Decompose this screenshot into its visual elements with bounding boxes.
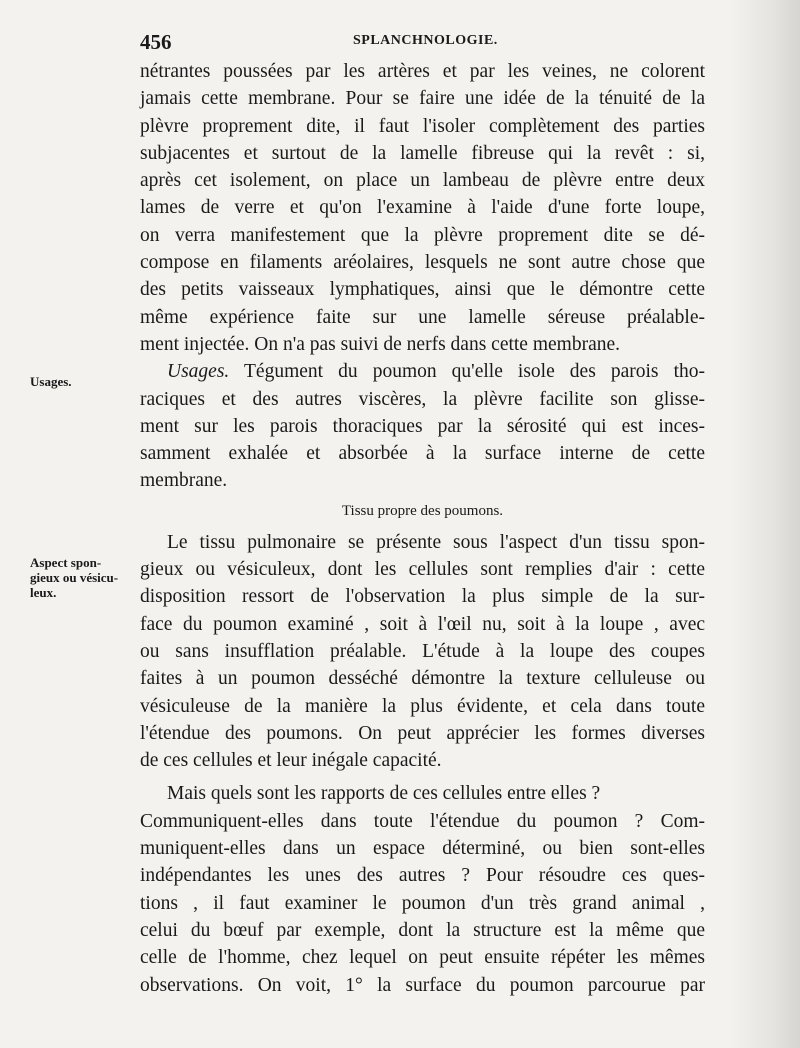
text-line: l'étendue des poumons. On peut apprécier les formes diverses xyxy=(140,722,705,744)
paragraph-rapports-cellules xyxy=(140,780,705,998)
text-line: celui du bœuf par exemple, dont la structure est la même que xyxy=(140,919,705,941)
text-line: on verra manifestement que la plèvre proprement dite se dé- xyxy=(140,224,705,246)
section-title: Tissu propre des poumons. xyxy=(341,502,504,519)
text-line: samment exhalée et absorbée à la surface interne de cette xyxy=(140,443,705,465)
paragraph-plevre-structure xyxy=(140,58,705,358)
body-text xyxy=(140,58,705,999)
margin-note-aspect-line: leux. xyxy=(30,585,57,600)
margin-note-aspect-line: gieux ou vésicu- xyxy=(30,570,119,585)
paragraph-tissu-pulmonaire xyxy=(140,529,705,775)
text-line: faites à un poumon desséché démontre la texture celluleuse ou xyxy=(140,668,705,690)
text-line: membrane. xyxy=(140,470,228,492)
text-line: ment sur les parois thoraciques par la sérosité qui est inces- xyxy=(140,415,705,437)
text-line: raciques et des autres viscères, la plèvre facilite son glisse- xyxy=(140,388,705,410)
text-line: compose en filaments aréolaires, lesquels ne sont autre chose que xyxy=(140,252,705,274)
text-line: Communiquent-elles dans toute l'étendue du poumon ? Com- xyxy=(140,810,705,832)
page-header xyxy=(140,30,700,58)
text-line: indépendantes les unes des autres ? Pour résoudre ces ques- xyxy=(140,865,705,887)
page-number: 456 xyxy=(140,30,172,54)
text-line: de ces cellules et leur inégale capacité. xyxy=(140,750,442,772)
text-line: après cet isolement, on place un lambeau de plèvre entre deux xyxy=(140,170,705,192)
text-line: celle de l'homme, chez lequel on peut ensuite répéter les mêmes xyxy=(140,947,705,969)
text-line: Le tissu pulmonaire se présente sous l'aspect d'un tissu spon- xyxy=(167,531,705,553)
text-line: gieux ou vésiculeux, dont les cellules sont remplies d'air : cette xyxy=(140,559,705,581)
paragraph-usages xyxy=(140,358,705,494)
text-line: jamais cette membrane. Pour se faire une idée de la ténuité de la xyxy=(140,88,705,110)
usages-first-line: Tégument du poumon qu'elle isole des parois tho- xyxy=(229,361,705,383)
text-line: ment injectée. On n'a pas suivi de nerfs dans cette membrane. xyxy=(140,333,621,355)
text-line: muniquent-elles dans un espace déterminé, ou bien sont-elles xyxy=(140,838,705,860)
text-line: nétrantes poussées par les artères et par les veines, ne colorent xyxy=(140,61,705,82)
text-line: tions , il faut examiner le poumon d'un très grand animal , xyxy=(140,892,705,914)
text-line: plèvre proprement dite, il faut l'isoler complètement des parties xyxy=(140,115,705,137)
text-line: ou sans insufflation préalable. L'étude à la loupe des coupes xyxy=(140,640,705,662)
text-line: même expérience faite sur une lamelle séreuse préalable- xyxy=(140,306,705,328)
margin-note-aspect-line: Aspect spon- xyxy=(30,555,102,570)
running-head: SPLANCHNOLOGIE. xyxy=(353,33,498,48)
text-line: Mais quels sont les rapports de ces cellules entre elles ? xyxy=(167,783,601,805)
text-line: vésiculeuse de la manière la plus évidente, et cela dans toute xyxy=(140,695,705,717)
margin-note-usages: Usages. xyxy=(30,374,72,389)
text-line: des petits vaisseaux lymphatiques, ainsi que le démontre cette xyxy=(140,279,705,301)
page-edge-shadow xyxy=(730,0,800,1048)
text-line: face du poumon examiné , soit à l'œil nu, soit à la loupe , avec xyxy=(140,613,705,635)
margin-note-aspect xyxy=(30,555,118,600)
text-line: disposition ressort de l'observation la plus simple de la sur- xyxy=(140,586,705,608)
text-line xyxy=(140,358,705,385)
text-line: subjacentes et surtout de la lamelle fibreuse qui la revêt : si, xyxy=(140,142,705,164)
text-line: observations. On voit, 1° la surface du poumon parcourue par xyxy=(140,974,705,996)
usages-lead: Usages. xyxy=(167,361,230,383)
text-line: lames de verre et qu'on l'examine à l'aide d'une forte loupe, xyxy=(140,197,705,219)
